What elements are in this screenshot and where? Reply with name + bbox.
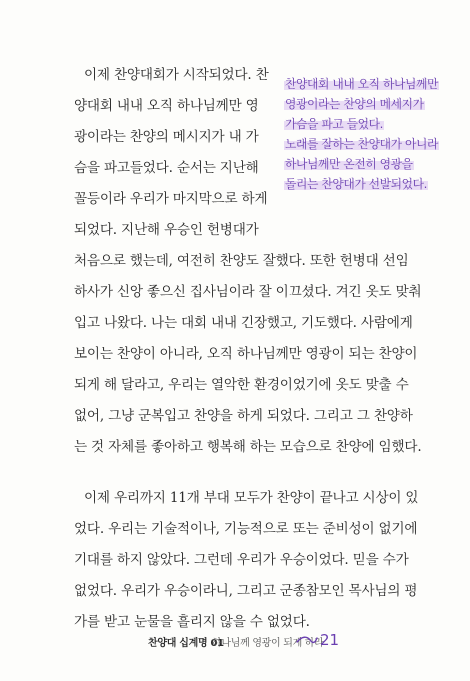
body-line: 없었다. 우리가 우승이라니, 그리고 군종참모인 목사님의 평 [74, 583, 418, 599]
body-line: 가를 받고 눈물을 흘리지 않을 수 없었다. [74, 614, 310, 630]
body-line: 슴을 파고들었다. 순서는 지난해 [74, 160, 259, 176]
chapter-title: 하나님께 영광이 되게 하라 [212, 638, 324, 649]
body-line: 었다. 우리는 기술적이나, 기능적으로 또는 준비성이 없기에 [74, 521, 418, 537]
pull-quote-line: 영광이라는 찬양의 메세지가 [285, 97, 424, 111]
body-line: 꼴등이라 우리가 마지막으로 하게 [74, 191, 268, 207]
body-line: 보이는 찬양이 아니라, 오직 하나님께만 영광이 되는 찬양이 [74, 346, 418, 362]
body-line: 하사가 신앙 좋으신 집사님이라 잘 이끄셨다. 겨긴 옷도 맞춰 [74, 284, 422, 300]
body-line: 양대회 내내 오직 하나님께만 영 [74, 98, 259, 114]
pull-quote-line: 돌리는 찬양대가 선발되었다. [285, 177, 428, 191]
pull-quote-line: 노래를 잘하는 찬양대가 아니라 [285, 137, 438, 151]
body-line: 이제 우리까지 11개 부대 모두가 찬양이 끝나고 시상이 있 [84, 490, 419, 506]
body-line: 는 것 자체를 좋아하고 행복해 하는 모습으로 찬양에 임했다. [74, 439, 422, 455]
body-line: 기대를 하지 않았다. 그런데 우리가 우승이었다. 믿을 수가 [74, 552, 409, 568]
body-line: 되게 해 달라고, 우리는 열악한 환경이었기에 옷도 맞출 수 [74, 377, 409, 393]
pull-quote-line: 찬양대회 내내 오직 하나님께만 [285, 77, 438, 91]
body-line: 광이라는 찬양의 메시지가 내 가 [74, 129, 259, 145]
body-line: 없어, 그냥 군복입고 찬양을 하게 되었다. 그리고 그 찬양하 [74, 408, 413, 424]
pull-quote [284, 71, 442, 199]
pull-quote-line: 가슴을 파고 들었다. [285, 117, 384, 131]
swoosh-icon [296, 635, 318, 645]
page-number: 21 [320, 631, 340, 649]
body-line: 처음으로 했는데, 여전히 찬양도 잘했다. 또한 헌병대 선임 [74, 253, 409, 269]
book-title: 찬양대 십계명 01 [148, 638, 224, 649]
body-line: 입고 나왔다. 나는 대회 내내 긴장했고, 기도했다. 사람에게 [74, 315, 413, 331]
page-footer [148, 631, 348, 649]
pull-quote-line: 하나님께만 온전히 영광을 [285, 157, 413, 171]
body-line: 되었다. 지난해 우승인 헌병대가 [74, 222, 259, 238]
body-line: 이제 찬양대회가 시작되었다. 찬 [84, 67, 269, 83]
